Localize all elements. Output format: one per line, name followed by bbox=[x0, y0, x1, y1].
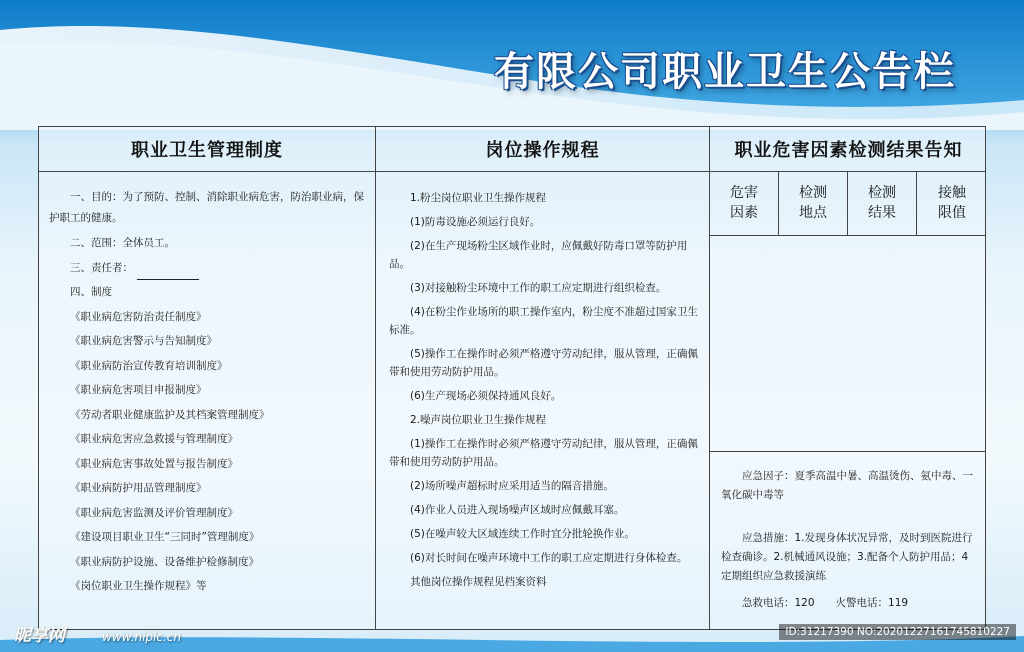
management-list bbox=[49, 187, 369, 599]
results-heading: 职业危害因素检测结果告知 bbox=[734, 140, 963, 161]
management-purpose: 一、目的：为了预防、控制、消除职业病危害，防治职业病，保护职工的健康。 bbox=[49, 191, 364, 224]
management-item: 《职业病危害项目申报制度》 bbox=[70, 384, 207, 396]
management-item: 《职业病危害事故处置与报告制度》 bbox=[70, 457, 238, 470]
procedure-item: (5)在噪声较大区域连续工作时宜分批轮换作业。 bbox=[410, 528, 635, 540]
results-notice-divider bbox=[710, 451, 985, 452]
watermark-id: ID:31217390 NO:20201227161745810227 bbox=[779, 624, 1016, 640]
procedure-item: (6)对长时间在噪声环境中工作的职工应定期进行身体检查。 bbox=[410, 552, 688, 564]
results-table-divider bbox=[710, 235, 985, 236]
management-heading: 职业卫生管理制度 bbox=[131, 140, 283, 161]
management-item: 《建设项目职业卫生“三同时”管理制度》 bbox=[70, 531, 260, 543]
procedure-item: (4)在粉尘作业场所的职工操作室内，粉尘度不准超过国家卫生标准。 bbox=[389, 306, 698, 336]
management-item: 《职业病危害监测及评价管理制度》 bbox=[70, 506, 238, 519]
management-item: 《职业病危害警示与告知制度》 bbox=[70, 335, 217, 347]
watermark-site: www.nipic.cn bbox=[102, 630, 181, 644]
procedure-section: 2.噪声岗位职业卫生操作规程 bbox=[410, 414, 547, 426]
watermark-logo: 昵享网 bbox=[14, 626, 65, 646]
procedure-item: (5)操作工在操作时必须严格遵守劳动纪律，服从管理，正确佩带和使用劳动防护用品。 bbox=[389, 348, 698, 378]
management-item: 《职业病防护用品管理制度》 bbox=[70, 482, 207, 494]
results-header-factor: 危害 因素 bbox=[730, 185, 758, 221]
board-title: 有限公司职业卫生公告栏 bbox=[494, 49, 956, 95]
results-header-result: 检测 结果 bbox=[868, 185, 896, 221]
management-responsible-label: 三、责任者： bbox=[70, 261, 133, 274]
responsible-blank bbox=[137, 268, 199, 280]
management-item: 《岗位职业卫生操作规程》等 bbox=[70, 580, 207, 592]
management-responsible bbox=[49, 256, 369, 281]
management-item: 《职业病危害应急救援与管理制度》 bbox=[70, 433, 238, 445]
procedure-footnote: 其他岗位操作规程见档案资料 bbox=[410, 576, 547, 588]
emergency-phones: 急救电话：120 火警电话：119 bbox=[742, 597, 909, 609]
procedure-item: (2)场所噪声超标时应采用适当的隔音措施。 bbox=[410, 480, 614, 492]
column-divider bbox=[375, 127, 376, 629]
management-item: 《职业病危害防治责任制度》 bbox=[70, 310, 207, 323]
bulletin-board bbox=[38, 126, 986, 630]
results-header-location: 检测 地点 bbox=[799, 185, 827, 221]
management-item: 《劳动者职业健康监护及其档案管理制度》 bbox=[70, 408, 270, 421]
management-system-title: 四、制度 bbox=[70, 286, 112, 298]
emergency-notice bbox=[711, 467, 987, 621]
procedure-item: (4)作业人员进入现场噪声区域时应佩戴耳塞。 bbox=[410, 504, 625, 516]
results-header-limit: 接触 限值 bbox=[938, 185, 966, 221]
management-item: 《职业病防护设施、设备维护检修制度》 bbox=[70, 555, 259, 568]
emergency-measures: 应急措施：1.发现身体状况异常，及时到医院进行检查确诊。2.机械通风设施；3.配备个人防护用品；4定期组织应急救援演练 bbox=[721, 532, 973, 582]
procedure-item: (1)防毒设施必须运行良好。 bbox=[410, 216, 541, 228]
procedures-list bbox=[389, 189, 701, 597]
procedure-item: (6)生产现场必须保持通风良好。 bbox=[410, 390, 562, 402]
procedure-item: (1)操作工在操作时必须严格遵守劳动纪律，服从管理，正确佩带和使用劳动防护用品。 bbox=[389, 438, 698, 468]
procedure-item: (2)在生产现场粉尘区域作业时，应佩戴好防毒口罩等防护用品。 bbox=[389, 240, 688, 270]
emergency-factors: 应急因子：夏季高温中暑、高温烫伤、氨中毒、一氧化碳中毒等 bbox=[721, 470, 973, 501]
procedure-item: (3)对接触粉尘环境中工作的职工应定期进行组织检查。 bbox=[410, 282, 667, 294]
procedure-section: 1.粉尘岗位职业卫生操作规程 bbox=[410, 192, 547, 204]
management-item: 《职业病防治宣传教育培训制度》 bbox=[70, 359, 228, 372]
management-scope: 二、范围：全体员工。 bbox=[70, 237, 175, 249]
procedures-heading: 岗位操作规程 bbox=[485, 140, 600, 161]
